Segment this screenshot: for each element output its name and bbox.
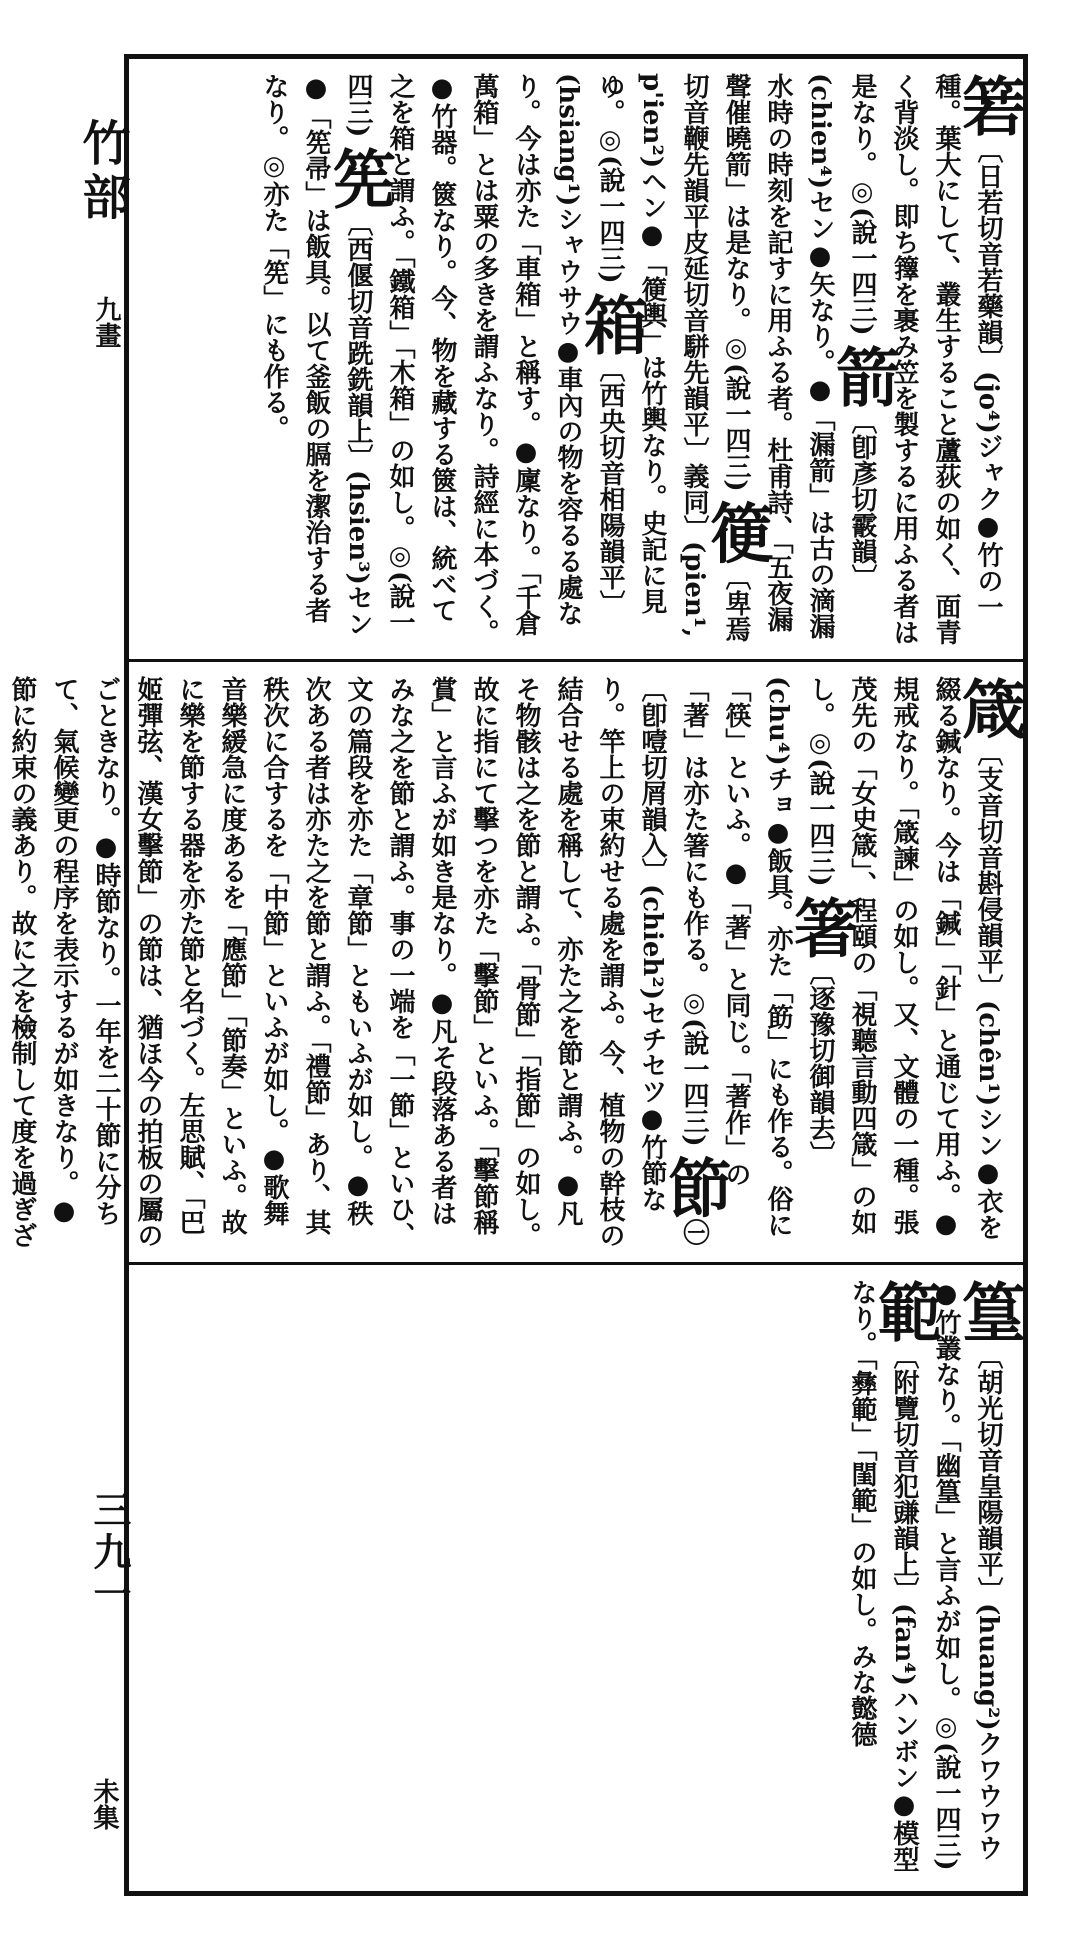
entry-text: 〔卽彥切霰韻〕(chien⁴)セン●矢なり。●「漏箭」は古の滴漏水時の時刻を記すに用ふる者。杜甫詩、「五夜漏聲催曉箭」は是なり。◎(說一四三)	[721, 73, 877, 640]
frame-corner-mark	[124, 54, 127, 84]
entry-xian	[259, 73, 396, 637]
entry-huang	[931, 1279, 1026, 1871]
entry-text: 〔西偃切音跣銑韻上〕(hsien³)セン●「筅帚」は飯具。以て釜飯の膈を潔治する者なり。◎亦た「筅」にも作る。	[259, 73, 373, 637]
entries-band-top	[129, 59, 1026, 659]
entry-jie	[0, 676, 732, 1248]
entry-text: 〔西央切音相陽韻平〕(hsiang¹)シャウサウ●車內の物を容るる處なり。今は亦た「車箱」と稱す。●廩なり。「千倉萬箱」とは粟の多きを謂ふなり。詩經に本づく。●竹器。篋なり。今、物を藏する篋は、統べて之を箱と謂ふ。「鐵箱」「木箱」の如し。◎(說一四三)	[343, 73, 625, 645]
volume-label: 未集	[89, 1778, 119, 1830]
entry-text: 〔卑焉切音鞭先韻平皮延切音駢先韻平〕義同〕(pien¹, p'ien²)ヘン●「箯輿」は竹輿なり。史記に見ゆ。◎(說一四三)	[595, 73, 751, 642]
band-text	[7, 676, 1026, 1248]
entry-text: 〔逐豫切御韻去〕(chu⁴)チョ●飯具。亦た「筯」にも作る。俗に「筷」といふ。●「著」と同じ。「著作」の「著」は亦た箸にも作る。◎(說一四三)	[679, 676, 835, 1238]
headword: 範	[867, 1279, 942, 1343]
entry-fan	[847, 1279, 942, 1872]
band-text	[143, 73, 1026, 645]
headword: 篁	[951, 1279, 1026, 1343]
headword: 節	[657, 1154, 732, 1219]
headword: 箭	[825, 343, 900, 408]
headword: 箯	[699, 499, 774, 564]
headword: 箬	[951, 73, 1026, 137]
headword: 筅	[321, 145, 396, 210]
headword: 箱	[573, 291, 648, 356]
entries-band-bottom	[129, 1265, 1026, 1891]
headword: 箴	[951, 676, 1026, 740]
page-number: 三九一	[87, 1490, 132, 1616]
entry-text: ㊀〔卽噎切屑韻入〕(chieh²)セチセツ●竹節なり。竿上の束約せる處を謂ふ。今、植物の幹枝の結合せる處を稱して、亦た之を節と謂ふ。●凡そ物骸は之を節と謂ふ。「骨節」「指節」の如し。故に指にて擊つを亦た「擊節」といふ。「擊節稱賞」と言ふが如き是なり。●凡そ段落ある者はみな之を節と謂ふ。事の一端を「一節」といひ、文の篇段を亦た「章節」ともいふが如し。●秩次ある者は亦た之を節と謂ふ。「禮節」あり、其秩次に合するを「中節」といふが如し。●歌舞音樂緩急に度あるを「應節」「節奏」といふ。故に樂を節する器を亦た節と名づく。左思賦、「巴姬彈弦、漢女擊節」の節は、猶ほ今の拍板の屬のごときなり。●時節なり。一年を二十節に分ちて、氣候變更の程序を表示するが如きなり。●節に約束の義あり。故に之を檢制して度を過ぎざ	[7, 676, 709, 1248]
band-text	[143, 1279, 1026, 1877]
entry-text: 〔支音切音斟侵韻平〕(chên¹)シン●衣を綴る鍼なり。今は「鍼」「針」と通じて用ふ。●規戒なり。「箴諫」の如し。又、文體の一種。張茂先の「女史箴」、程頤の「視聽言動四箴」の如し。◎(說一四三)	[805, 676, 1003, 1241]
headword: 箸	[783, 894, 858, 959]
entries-band-middle	[7, 662, 1026, 1262]
entry-text: 〔胡光切音皇陽韻平〕(huang²)クワウワウ●竹叢なり。「幽篁」と言ふが如し。◎(說一四三)	[931, 1279, 1003, 1871]
entry-text: 〔附覽切音犯豏韻上〕(fan⁴)ハンボン●模型なり。「彝範」「閨範」の如し。みな懿德	[847, 1279, 919, 1872]
radical-label: 竹部	[74, 118, 130, 226]
entry-text: 〔日若切音若藥韻〕(jo⁴)ジャク●竹の一種。葉大にして、叢生すること蘆荻の如く、面青く背淡し。即ち籜を裹み笠を製するに用ふる者は是なり。◎(說一四三)	[847, 73, 1003, 645]
stroke-count-label: 九畫	[91, 296, 121, 348]
